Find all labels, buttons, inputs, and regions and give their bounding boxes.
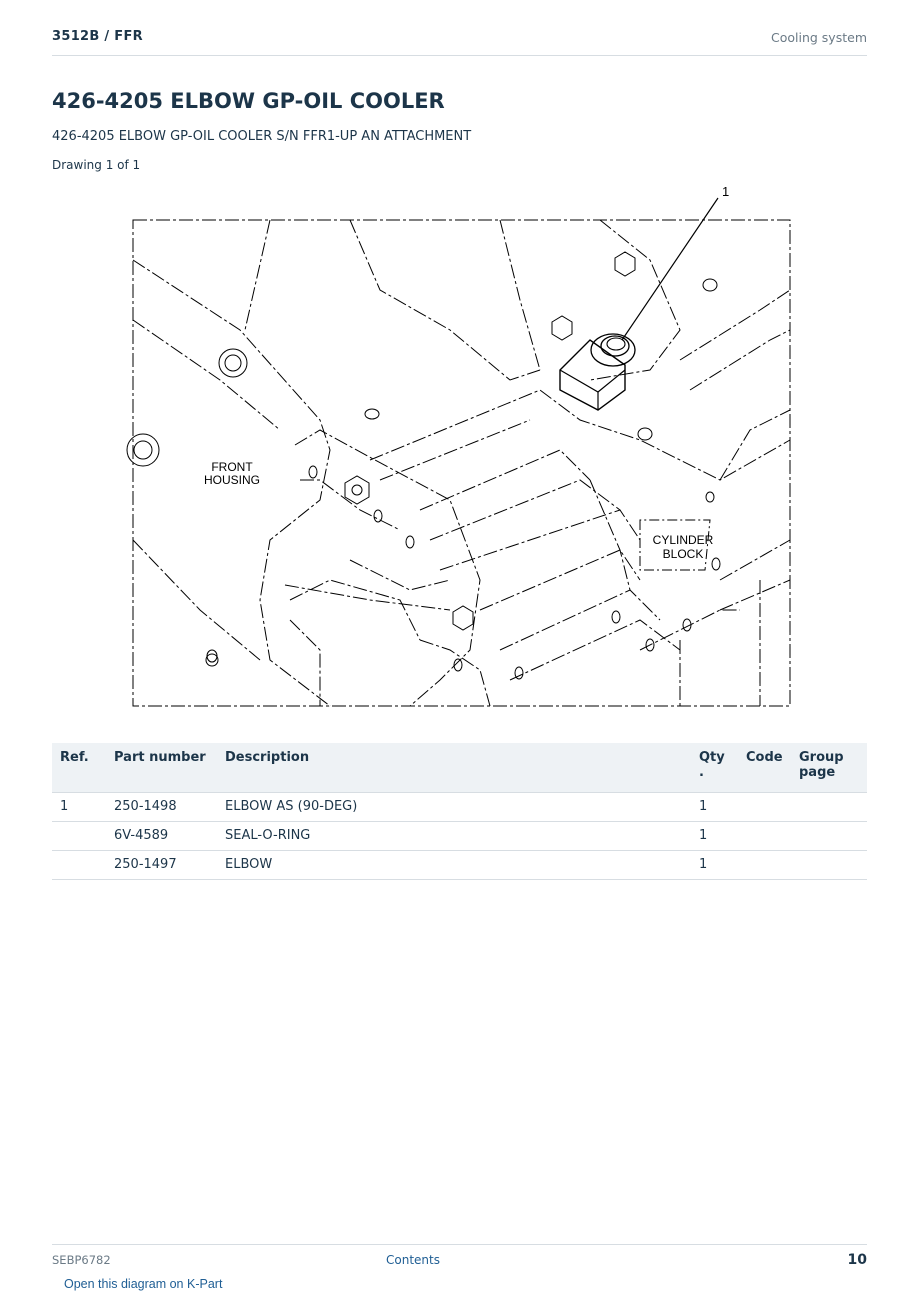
cell-group-page [791, 793, 867, 822]
header-group-line2: page [799, 765, 836, 780]
page-subtitle: 426-4205 ELBOW GP-OIL COOLER S/N FFR1-UP AN ATTACHMENT [52, 129, 472, 144]
cell-part-number: 250-1498 [106, 793, 217, 822]
footer-document-number: SEBP6782 [52, 1253, 111, 1267]
header-qty-line1: Qty [699, 750, 725, 765]
cell-code [738, 851, 791, 880]
cell-description: ELBOW [217, 851, 691, 880]
cell-part-number: 250-1497 [106, 851, 217, 880]
cylinder-block-label-line2: BLOCK [662, 547, 704, 561]
header-section: Cooling system [771, 30, 867, 45]
header-ref: Ref. [52, 743, 106, 793]
cell-code [738, 822, 791, 851]
header-group-page [791, 743, 867, 793]
contents-link[interactable]: Contents [386, 1253, 440, 1267]
cell-ref [52, 851, 106, 880]
cell-description: SEAL-O-RING [217, 822, 691, 851]
page-title: 426-4205 ELBOW GP-OIL COOLER [52, 89, 445, 113]
header-qty-line2: . [699, 765, 704, 780]
header-divider [52, 55, 867, 56]
cell-ref: 1 [52, 793, 106, 822]
cylinder-block-label-line1: CYLINDER [652, 533, 714, 547]
table-row [52, 793, 867, 822]
front-housing-label-line2: HOUSING [203, 473, 261, 487]
cell-code [738, 793, 791, 822]
parts-diagram[interactable] [120, 180, 810, 720]
table-row [52, 851, 867, 880]
parts-table [52, 743, 867, 880]
header-group-line1: Group [799, 750, 844, 765]
cell-qty: 1 [691, 851, 738, 880]
cell-group-page [791, 851, 867, 880]
kpart-link[interactable]: Open this diagram on K-Part [64, 1277, 223, 1291]
table-header-row [52, 743, 867, 793]
drawing-count: Drawing 1 of 1 [52, 158, 141, 172]
header-model: 3512B / FFR [52, 29, 143, 44]
front-housing-label-line1: FRONT [211, 460, 253, 474]
cell-ref [52, 822, 106, 851]
cell-qty: 1 [691, 793, 738, 822]
diagram-labels [204, 184, 729, 561]
cell-group-page [791, 822, 867, 851]
cell-part-number: 6V-4589 [106, 822, 217, 851]
footer-divider [52, 1244, 867, 1245]
header-code: Code [738, 743, 791, 793]
header-qty [691, 743, 738, 793]
cell-qty: 1 [691, 822, 738, 851]
header-description: Description [217, 743, 691, 793]
page-number: 10 [847, 1252, 867, 1268]
table-row [52, 822, 867, 851]
callout-1[interactable]: 1 [722, 184, 730, 199]
cell-description: ELBOW AS (90-DEG) [217, 793, 691, 822]
header-part-number: Part number [106, 743, 217, 793]
